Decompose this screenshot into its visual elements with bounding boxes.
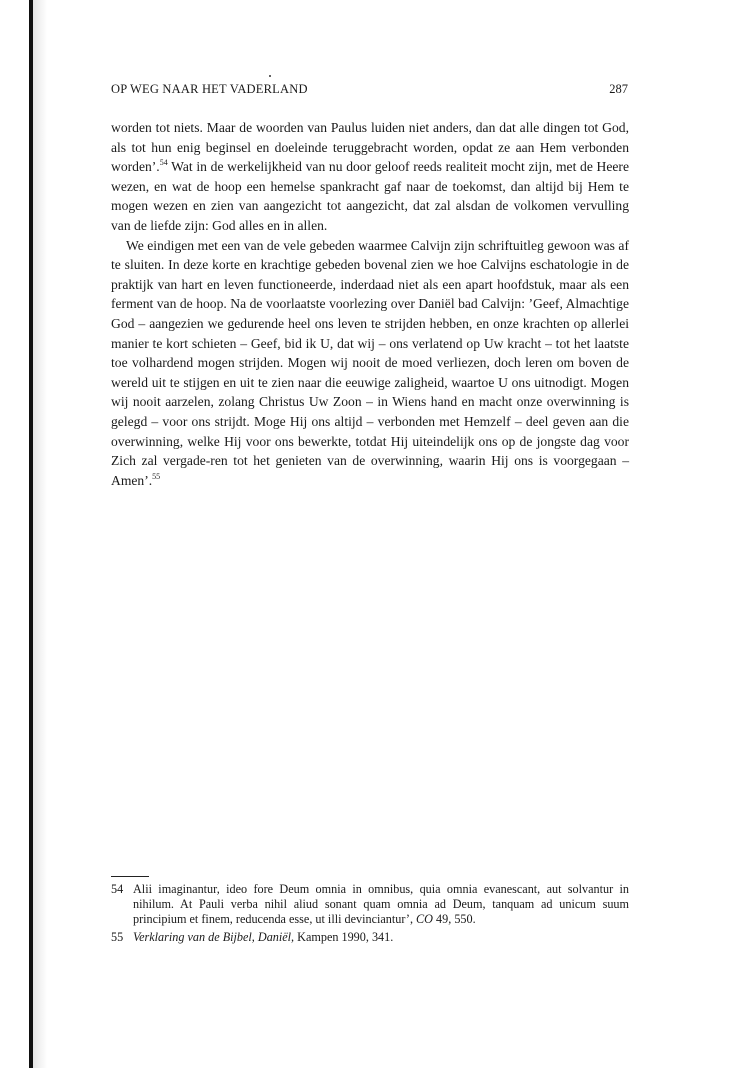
- running-title: OP WEG NAAR HET VADERLAND: [111, 82, 308, 96]
- paragraph-2: [111, 236, 629, 491]
- footnote-rule: [111, 876, 149, 877]
- spine-shadow: [33, 0, 47, 1068]
- footnote-55-title: Verklaring van de Bijbel, Daniël,: [133, 930, 295, 944]
- footnote-number: 55: [111, 930, 124, 944]
- running-header: [111, 82, 628, 98]
- footnote-ref-54: 54: [159, 158, 168, 168]
- footnote-55-rest: Kampen 1990, 341.: [294, 930, 394, 944]
- scan-speck: [269, 75, 271, 77]
- footnote-number: 54: [111, 882, 124, 896]
- footnote-54: [111, 882, 629, 927]
- page-number: 287: [609, 82, 628, 96]
- footnote-54-text: Alii imaginantur, ideo fore Deum omnia in omnibus, quia omnia evanescant, aut solvantur in nihilum. At Pauli verba nihil aliud sonant quam omnia ad Deum, tanquam ad unicum suum principium et finem, reducenda esse, ut illi devinciantur’,: [133, 882, 629, 926]
- body-text: [111, 118, 629, 490]
- paragraph-1-text-b: Wat in de werkelijkheid van nu door geloof reeds realiteit mocht zijn, met de Heere wezen, en wat de hoop een hemelse spankracht gaf naar de toekomst, dan altijd bij Hem te mogen wezen en zien van aangezicht tot aangezicht, dat zal alsdan de volkomen vervulling van de liefde zijn: God alles en in allen.: [111, 159, 629, 233]
- footnote-ref-55: 55: [152, 471, 161, 481]
- paragraph-2-text: We eindigen met een van de vele gebeden waarmee Calvijn zijn schriftuitleg gewoon was af te sluiten. In deze korte en krachtige gebeden bovenal zien we hoe Calvijns eschatologie in de praktijk van hart en leven functioneerde, inderdaad niet als een apart hoofdstuk, maar als een ferment van de hoop. Na de voorlaatste voorlezing over Daniël bad Calvijn: ’Geef, Almachtige God – aangezien we gedurende heel ons leven te strijden hebben, en onze krachten op allerlei manier te kort schieten – Geef, bid ik U, dat wij – ons verlatend op Uw kracht – tot het laatste toe volhardend mogen strijden. Mogen wij nooit de moed verliezen, doch leren om boven de wereld uit te stijgen en uit te zien naar die eeuwige zaligheid, waartoe U ons uitnodigt. Mogen wij nooit aarzelen, zolang Christus Uw Zoon – in Wiens hand en macht onze overwinning is gelegd – voor ons strijdt. Moge Hij ons altijd – verbonden met Hemzelf – deel geven aan die overwinning, welke Hij voor ons bewerkte, totdat Hij uiteindelijk ons op de jongste dag voor Zich zal vergade-ren tot het genieten van de overwinning, waarin Hij ons is voorgegaan – Amen’.: [111, 237, 629, 488]
- footnote-54-source: CO: [416, 912, 433, 926]
- footnote-55: [111, 930, 629, 945]
- paragraph-1-text-a: worden tot niets. Maar de woorden van Paulus luiden niet anders, dan dat alle dingen tot God, als tot hun enig beginsel en doeleinde teruggebracht worden, opdat ze aan Hem verbonden worden’.: [111, 120, 629, 175]
- footnotes: [111, 882, 629, 948]
- footnote-54-source-rest: 49, 550.: [432, 912, 476, 926]
- paragraph-1: [111, 118, 629, 236]
